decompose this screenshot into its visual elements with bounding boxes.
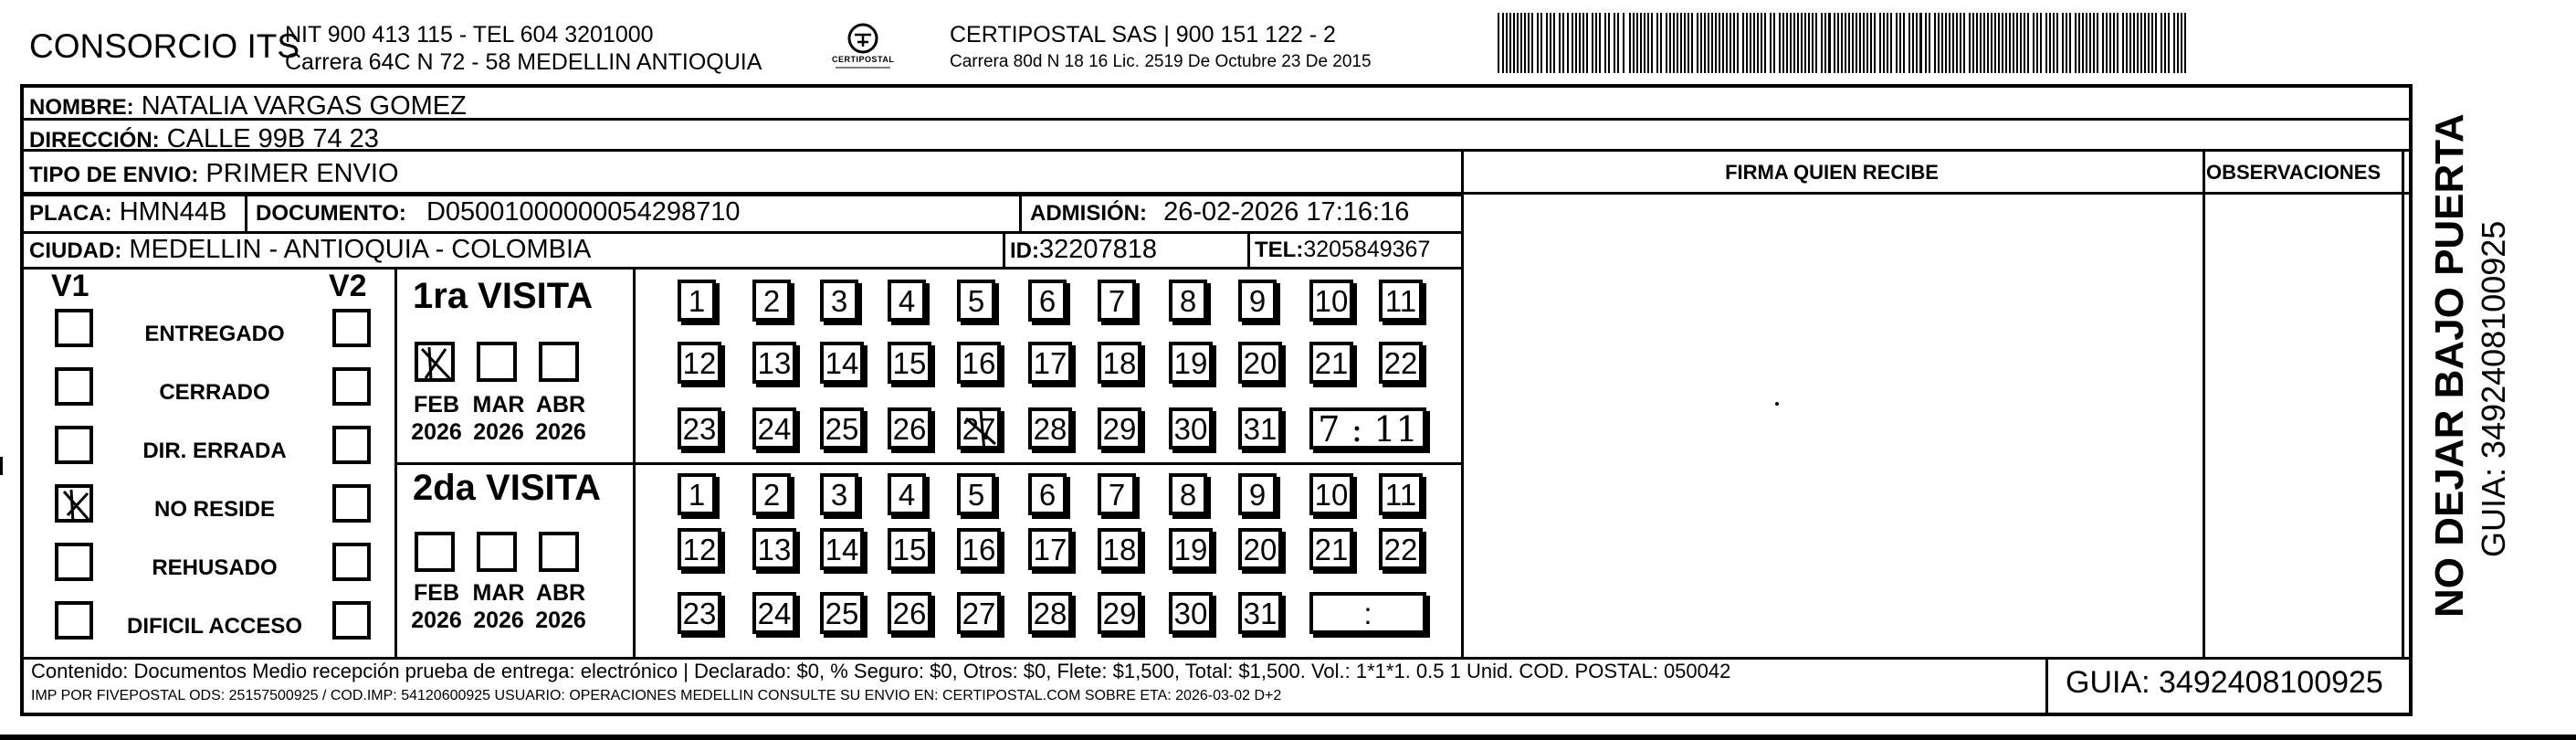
tipo-envio-label: TIPO DE ENVIO:	[29, 163, 199, 187]
second-visit-day-10[interactable]	[1309, 473, 1353, 515]
first-visit-day-26[interactable]	[888, 407, 931, 449]
second-visit-day-26[interactable]	[888, 592, 931, 634]
second-visit-month-checkbox[interactable]	[477, 532, 517, 572]
day-number: 3	[830, 284, 848, 318]
second-visit-day-9[interactable]	[1238, 473, 1277, 515]
admision-value: 26-02-2026 17:16:16	[1163, 197, 1410, 227]
status-label: CERRADO	[159, 380, 270, 405]
first-visit-month-checkbox[interactable]	[539, 342, 579, 382]
status-v2-checkbox[interactable]	[332, 426, 371, 464]
day-number: 27	[962, 597, 996, 630]
first-visit-day-19[interactable]	[1169, 342, 1213, 384]
day-number: 14	[825, 346, 859, 380]
first-visit-year-label: 2026	[411, 419, 462, 445]
day-number: 29	[1102, 597, 1137, 630]
first-visit-title: 1ra VISITA	[413, 276, 594, 316]
nombre-label: NOMBRE:	[29, 95, 134, 120]
first-visit-day-14[interactable]	[820, 342, 864, 384]
id-label: ID:	[1010, 238, 1039, 263]
first-visit-day-23[interactable]	[678, 407, 721, 449]
certipostal-logo-icon	[817, 20, 909, 75]
barcode-icon	[1498, 13, 2192, 73]
second-visit-day-17[interactable]	[1028, 528, 1072, 570]
courier-name: CERTIPOSTAL SAS | 900 151 122 - 2	[950, 22, 1336, 48]
ciudad-value: MEDELLIN - ANTIOQUIA - COLOMBIA	[129, 235, 592, 264]
second-visit-day-23[interactable]	[678, 592, 721, 634]
side-text	[2422, 110, 2568, 621]
day-number: 25	[825, 412, 859, 446]
second-visit-day-12[interactable]	[678, 528, 721, 570]
status-v1-checkbox[interactable]	[55, 367, 93, 406]
first-visit-day-1[interactable]	[678, 280, 716, 322]
second-visit-year-label: 2026	[535, 608, 586, 633]
day-number: 23	[682, 412, 717, 446]
day-number: 4	[898, 478, 916, 512]
second-visit-day-14[interactable]	[820, 528, 864, 570]
day-number: 19	[1173, 346, 1208, 380]
day-number: 21	[1314, 533, 1349, 566]
day-number: 28	[1033, 412, 1067, 446]
first-visit-day-22[interactable]	[1379, 342, 1423, 384]
second-visit-month-label: MAR	[472, 580, 525, 606]
row-divider	[20, 194, 1463, 196]
first-visit-day-24[interactable]	[752, 407, 796, 449]
side-guia: GUIA: 3492408100925	[2475, 220, 2512, 557]
first-visit-day-15[interactable]	[888, 342, 931, 384]
first-visit-day-5[interactable]	[957, 280, 995, 322]
observaciones-header: OBSERVACIONES	[2206, 161, 2381, 184]
first-visit-day-4[interactable]	[888, 280, 926, 322]
documento-label: DOCUMENTO:	[256, 201, 406, 226]
second-visit-day-20[interactable]	[1238, 528, 1282, 570]
documento-value: D05001000000054298710	[426, 197, 741, 227]
day-number: 21	[1314, 346, 1349, 380]
second-visit-month-label: ABR	[535, 580, 586, 606]
second-visit-day-3[interactable]	[820, 473, 858, 515]
first-visit-day-28[interactable]	[1028, 407, 1072, 449]
day-number: 26	[892, 597, 927, 630]
day-number: 28	[1033, 597, 1067, 630]
day-number: 15	[892, 346, 927, 380]
status-label: ENTREGADO	[144, 322, 285, 346]
first-visit-day-12[interactable]	[678, 342, 721, 384]
status-label: REHUSADO	[152, 555, 278, 580]
first-visit-day-27[interactable]	[957, 407, 1001, 449]
obs-column-divider	[2203, 152, 2205, 659]
second-visit-day-16[interactable]	[957, 528, 1001, 570]
day-number: 27	[962, 412, 996, 446]
second-visit-day-31[interactable]	[1238, 592, 1282, 634]
status-v2-checkbox[interactable]	[332, 484, 371, 523]
first-visit-year-label: 2026	[535, 419, 586, 445]
day-number: 11	[1384, 478, 1417, 512]
certipostal-logo	[817, 20, 909, 75]
first-visit-day-20[interactable]	[1238, 342, 1282, 384]
second-visit-day-24[interactable]	[752, 592, 796, 634]
first-visit-day-11[interactable]	[1379, 280, 1423, 322]
first-visit-day-16[interactable]	[957, 342, 1001, 384]
day-number: 31	[1243, 597, 1277, 630]
nombre-value: NATALIA VARGAS GOMEZ	[141, 91, 467, 121]
day-number: 18	[1102, 346, 1137, 380]
second-visit-day-8[interactable]	[1169, 473, 1207, 515]
day-number: 24	[757, 412, 792, 446]
second-visit-time: :	[1363, 597, 1372, 630]
first-visit-day-10[interactable]	[1309, 280, 1353, 322]
day-number: 20	[1243, 346, 1277, 380]
courier-license: Carrera 80d N 18 16 Lic. 2519 De Octubre 23 De 2015	[950, 52, 1372, 71]
day-number: 8	[1179, 284, 1197, 318]
status-v1-checkbox[interactable]	[55, 426, 93, 464]
v2-header: V2	[329, 269, 367, 303]
first-visit-month-label: FEB	[414, 392, 459, 418]
first-visit-day-30[interactable]	[1169, 407, 1213, 449]
day-number: 6	[1038, 284, 1057, 318]
first-visit-month-checkbox[interactable]	[477, 342, 517, 382]
footer-imp: IMP POR FIVEPOSTAL ODS: 25157500925 / COD.IMP: 54120600925 USUARIO: OPERACIONES MEDELLIN CONSULTE SU ENVIO EN: CERTIPOSTAL.COM SOBRE ETA: 2026-03-02 D+2	[31, 688, 1282, 703]
first-visit-month-label: ABR	[535, 392, 586, 418]
tel-value: 3205849367	[1303, 237, 1431, 262]
cell-divider	[1003, 231, 1005, 268]
first-visit-day-31[interactable]	[1238, 407, 1282, 449]
second-visit-day-1[interactable]	[678, 473, 716, 515]
second-visit-day-7[interactable]	[1098, 473, 1136, 515]
first-visit-day-17[interactable]	[1028, 342, 1072, 384]
second-visit-day-30[interactable]	[1169, 592, 1213, 634]
first-visit-month-label: MAR	[472, 392, 525, 418]
first-visit-day-29[interactable]	[1098, 407, 1141, 449]
day-number: 30	[1173, 412, 1208, 446]
day-number: 3	[830, 478, 848, 512]
v1-header: V1	[51, 269, 89, 303]
day-number: 7	[1108, 284, 1126, 318]
placa-label: PLACA:	[29, 201, 112, 226]
ciudad-label: CIUDAD:	[29, 238, 122, 263]
checkmark-x-icon	[418, 345, 455, 382]
status-label: NO RESIDE	[153, 497, 276, 522]
first-visit-month-checkbox[interactable]	[415, 342, 455, 382]
admision-label: ADMISIÓN:	[1030, 201, 1147, 226]
first-visit-day-18[interactable]	[1098, 342, 1141, 384]
day-number: 30	[1173, 597, 1208, 630]
placa-value: HMN44B	[119, 197, 227, 227]
second-visit-day-21[interactable]	[1309, 528, 1353, 570]
tel-label: TEL:	[1255, 238, 1304, 262]
edge-mark	[0, 735, 2576, 740]
obs-column-divider	[2402, 152, 2404, 659]
second-visit-day-29[interactable]	[1098, 592, 1141, 634]
second-visit-day-6[interactable]	[1028, 473, 1067, 515]
first-visit-day-9[interactable]	[1238, 280, 1277, 322]
first-visit-day-13[interactable]	[752, 342, 796, 384]
day-number: 17	[1033, 346, 1067, 380]
day-number: 2	[762, 478, 781, 512]
second-visit-title: 2da VISITA	[413, 468, 601, 508]
second-visit-month-checkbox[interactable]	[415, 532, 455, 572]
day-number: 5	[967, 284, 985, 318]
day-number: 22	[1383, 346, 1418, 380]
footer-guia-divider	[2045, 657, 2048, 716]
status-v2-checkbox[interactable]	[332, 601, 371, 640]
day-number: 26	[892, 412, 927, 446]
second-visit-time-box[interactable]	[1309, 592, 1426, 634]
id-value: 32207818	[1039, 235, 1158, 264]
day-number: 1	[688, 284, 706, 318]
day-number: 4	[898, 284, 916, 318]
checkmark-x-icon	[58, 488, 95, 524]
first-visit-time: 7 : 11	[1318, 409, 1418, 449]
visit-divider	[394, 462, 1463, 465]
day-number: 22	[1383, 533, 1418, 566]
company-nit: NIT 900 413 115 - TEL 604 3201000	[285, 22, 654, 48]
day-number: 1	[688, 478, 706, 512]
first-visit-year-label: 2026	[473, 419, 524, 445]
direccion-label: DIRECCIÓN:	[29, 128, 160, 153]
day-number: 7	[1108, 478, 1126, 512]
footer-guia: GUIA: 3492408100925	[2066, 665, 2383, 700]
day-number: 9	[1248, 284, 1267, 318]
company-address: Carrera 64C N 72 - 58 MEDELLIN ANTIOQUIA	[285, 49, 762, 75]
day-number: 12	[682, 346, 717, 380]
day-number: 5	[967, 478, 985, 512]
day-mark-icon	[961, 411, 1001, 460]
day-number: 17	[1033, 533, 1067, 566]
first-visit-time-box[interactable]	[1309, 407, 1426, 449]
status-label: DIFICIL ACCESO	[126, 614, 302, 639]
row-divider	[20, 231, 1463, 234]
day-number: 11	[1384, 284, 1417, 318]
day-number: 25	[825, 597, 859, 630]
day-number: 10	[1314, 478, 1349, 512]
second-visit-day-27[interactable]	[957, 592, 1001, 634]
second-visit-day-28[interactable]	[1028, 592, 1072, 634]
day-number: 19	[1173, 533, 1208, 566]
day-number: 9	[1248, 478, 1267, 512]
day-number: 2	[762, 284, 781, 318]
barcode	[1498, 13, 2192, 73]
day-number: 8	[1179, 478, 1197, 512]
first-visit-day-7[interactable]	[1098, 280, 1136, 322]
edge-mark	[0, 457, 3, 475]
cell-divider	[245, 194, 247, 232]
status-v1-checkbox[interactable]	[55, 309, 93, 347]
stray-dot	[1775, 402, 1779, 406]
day-number: 13	[757, 346, 792, 380]
day-number: 20	[1243, 533, 1277, 566]
day-number: 24	[757, 597, 792, 630]
day-number: 13	[757, 533, 792, 566]
second-visit-day-19[interactable]	[1169, 528, 1213, 570]
second-visit-month-label: FEB	[414, 580, 459, 606]
second-visit-day-5[interactable]	[957, 473, 995, 515]
second-visit-day-22[interactable]	[1379, 528, 1423, 570]
status-v1-checkbox[interactable]	[55, 543, 93, 581]
day-number: 12	[682, 533, 717, 566]
cell-divider	[1247, 231, 1250, 268]
second-visit-month-checkbox[interactable]	[539, 532, 579, 572]
day-number: 14	[825, 533, 859, 566]
status-label: DIR. ERRADA	[142, 439, 287, 463]
second-visit-year-label: 2026	[411, 608, 462, 633]
row-divider	[20, 267, 1463, 270]
row-divider	[20, 149, 2413, 152]
day-number: 23	[682, 597, 717, 630]
second-visit-day-25[interactable]	[820, 592, 864, 634]
day-number: 18	[1102, 533, 1137, 566]
footer-contenido: Contenido: Documentos Medio recepción prueba de entrega: electrónico | Declarado: $0, % Seguro: $0, Otros: $0, Flete: $1,500, Total: $1,500. Vol.: 1*1*1. 0.5 1 Unid. COD. POSTAL: 050042	[31, 660, 1731, 682]
day-number: 10	[1314, 284, 1349, 318]
second-visit-day-15[interactable]	[888, 528, 931, 570]
first-visit-day-21[interactable]	[1309, 342, 1353, 384]
status-v1-checkbox[interactable]	[55, 484, 93, 523]
second-visit-day-18[interactable]	[1098, 528, 1141, 570]
second-visit-year-label: 2026	[473, 608, 524, 633]
day-number: 15	[892, 533, 927, 566]
first-visit-day-8[interactable]	[1169, 280, 1207, 322]
first-visit-day-25[interactable]	[820, 407, 864, 449]
day-number: 16	[962, 346, 996, 380]
cell-divider	[1019, 194, 1022, 232]
second-visit-day-4[interactable]	[888, 473, 926, 515]
company-name: CONSORCIO ITS	[29, 27, 300, 65]
status-v2-checkbox[interactable]	[332, 543, 371, 581]
status-v1-checkbox[interactable]	[55, 601, 93, 640]
tipo-envio-value: PRIMER ENVIO	[205, 159, 399, 188]
status-v2-checkbox[interactable]	[332, 367, 371, 406]
firma-header: FIRMA QUIEN RECIBE	[1725, 161, 1939, 184]
first-visit-day-2[interactable]	[752, 280, 791, 322]
certipostal-logo-text: CERTIPOSTAL	[832, 55, 895, 64]
firma-column-divider	[1461, 152, 1464, 659]
day-number: 29	[1102, 412, 1137, 446]
second-visit-day-2[interactable]	[752, 473, 791, 515]
day-number: 6	[1038, 478, 1057, 512]
day-number: 31	[1243, 412, 1277, 446]
side-warning: NO DEJAR BAJO PUERTA	[2427, 113, 2472, 618]
status-v2-checkbox[interactable]	[332, 309, 371, 347]
first-visit-day-6[interactable]	[1028, 280, 1067, 322]
second-visit-day-13[interactable]	[752, 528, 796, 570]
direccion-value: CALLE 99B 74 23	[166, 124, 379, 153]
first-visit-day-3[interactable]	[820, 280, 858, 322]
day-number: 16	[962, 533, 996, 566]
second-visit-day-11[interactable]	[1379, 473, 1423, 515]
